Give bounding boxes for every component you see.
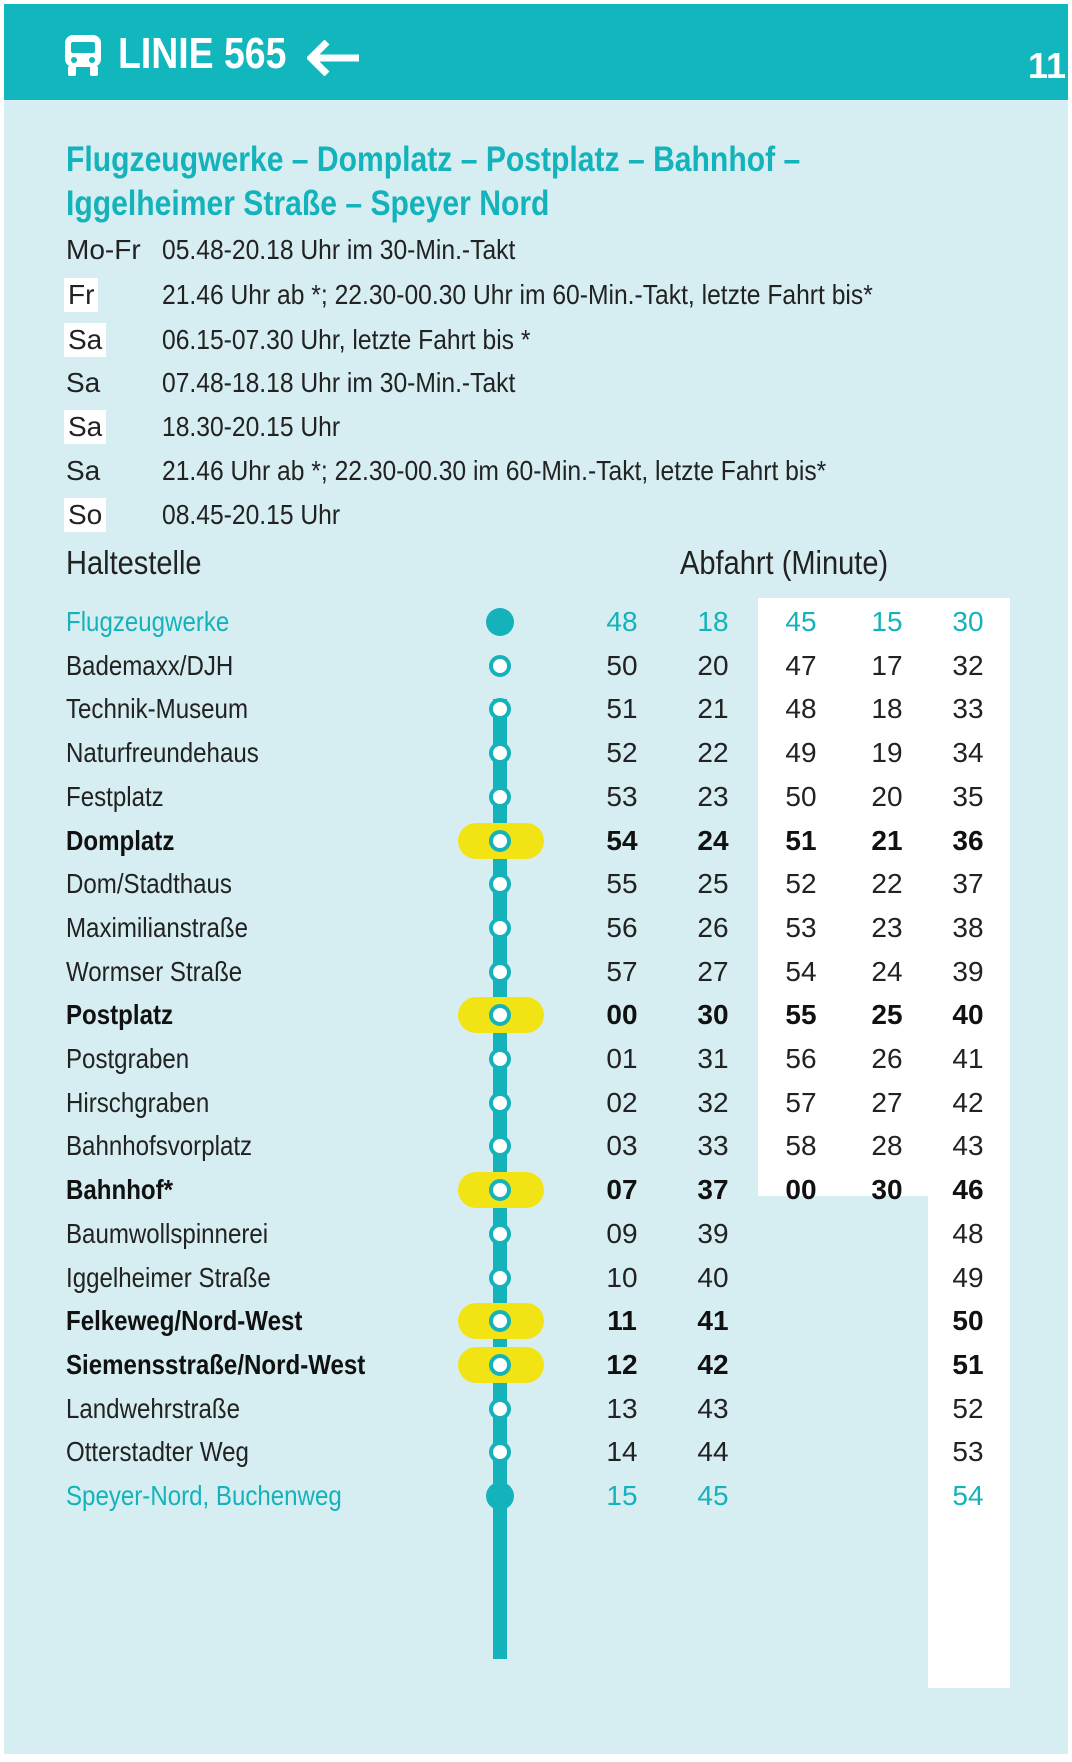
stop-name: Iggelheimer Straße: [66, 1261, 271, 1293]
departure-minute: 54: [785, 955, 817, 987]
departure-minute: 32: [697, 1086, 729, 1118]
departure-minute: 48: [952, 1217, 984, 1249]
departure-minute: 28: [871, 1130, 903, 1162]
route-description: [66, 138, 857, 226]
departure-minute: 27: [697, 955, 729, 987]
stop-name: Festplatz: [66, 780, 164, 812]
schedule-day: Fr: [64, 278, 98, 312]
stop-name: Postgraben: [66, 1043, 190, 1074]
schedule-row: [4, 363, 1068, 403]
departure-minute: 02: [606, 1086, 638, 1118]
stop-name: Siemensstraße/Nord-West: [66, 1348, 366, 1380]
schedule-row: [4, 275, 1068, 315]
stop-marker: [489, 1354, 511, 1376]
stop-marker: [489, 698, 511, 720]
terminal-stop-marker: [486, 608, 514, 636]
departure-minute: 37: [697, 1174, 729, 1206]
departure-minute: 12: [606, 1348, 638, 1380]
departure-minute: 03: [606, 1130, 638, 1162]
departure-minute: 45: [785, 606, 817, 637]
departure-minute: 30: [952, 606, 984, 637]
page-number: 11: [1027, 45, 1066, 86]
departure-minute: 20: [697, 649, 729, 681]
departure-minute: 57: [785, 1086, 817, 1118]
stop-column-header: Haltestelle: [66, 544, 202, 581]
schedule-day: Sa: [64, 410, 106, 444]
departure-minute: 10: [606, 1261, 638, 1293]
stop-marker: [489, 961, 511, 983]
schedule-day: Sa: [66, 367, 101, 398]
departure-minute: 48: [785, 693, 817, 725]
departure-minute: 37: [952, 868, 984, 900]
stop-name: Flugzeugwerke: [66, 606, 230, 637]
schedule-day: Sa: [64, 323, 106, 357]
departure-minute: 26: [871, 1043, 903, 1074]
departure-minute: 51: [785, 824, 817, 856]
stop-marker: [489, 1179, 511, 1201]
stop-name: Baumwollspinnerei: [66, 1217, 269, 1249]
stop-marker: [489, 873, 511, 895]
header-bar: [4, 4, 1068, 100]
departure-minute: 55: [606, 868, 638, 900]
stop-name: Bahnhofsvorplatz: [66, 1130, 253, 1162]
departure-minute: 41: [952, 1043, 984, 1074]
departure-minute: 11: [607, 1305, 637, 1337]
departure-minute: 20: [871, 780, 903, 812]
stop-marker: [489, 655, 511, 677]
line-title: LINIE 565: [118, 29, 287, 78]
departure-minute: 52: [952, 1392, 984, 1424]
departure-minute: 19: [871, 737, 903, 769]
departure-minute: 14: [606, 1436, 638, 1468]
stop-name: Speyer-Nord, Buchenweg: [66, 1480, 342, 1511]
departure-minute: 18: [871, 693, 903, 725]
stop-marker: [489, 1135, 511, 1157]
schedule-text: 08.45-20.15 Uhr: [162, 499, 341, 530]
departure-minute: 32: [952, 649, 984, 681]
arrow-left-icon: [307, 40, 361, 76]
stop-name: Bahnhof*: [66, 1174, 174, 1206]
departure-minute: 34: [952, 737, 984, 769]
departure-minute: 43: [697, 1392, 729, 1424]
departure-minute: 50: [785, 780, 817, 812]
departure-minute: 50: [606, 649, 638, 681]
stop-name: Felkeweg/Nord-West: [66, 1305, 303, 1337]
departure-minute: 49: [785, 737, 817, 769]
stop-name: Naturfreundehaus: [66, 737, 259, 769]
departure-minute: 30: [697, 999, 729, 1031]
stop-marker: [489, 786, 511, 808]
departure-minute: 53: [606, 780, 638, 812]
departure-minute: 39: [697, 1217, 729, 1249]
departure-minute: 24: [697, 824, 729, 856]
departure-minute: 01: [606, 1043, 638, 1074]
departure-minute: 07: [606, 1174, 638, 1206]
departure-minute: 36: [952, 824, 984, 856]
stop-marker: [489, 1223, 511, 1245]
schedule-text: 21.46 Uhr ab *; 22.30-00.30 Uhr im 60-Min.-Takt, letzte Fahrt bis*: [162, 279, 873, 310]
departure-minute: 53: [952, 1436, 984, 1468]
departure-minute: 30: [871, 1174, 903, 1206]
departure-minute: 44: [697, 1436, 729, 1468]
stop-marker: [489, 742, 511, 764]
departure-minute: 52: [606, 737, 638, 769]
departure-minute: 26: [697, 911, 729, 943]
departure-minute: 40: [952, 999, 984, 1031]
departure-minute: 47: [785, 649, 817, 681]
departure-minute: 24: [871, 955, 903, 987]
departure-minute: 21: [871, 824, 903, 856]
departure-minute: 54: [952, 1480, 984, 1511]
schedule-text: 05.48-20.18 Uhr im 30-Min.-Takt: [162, 234, 516, 265]
stop-marker: [489, 1441, 511, 1463]
departure-column-header: Abfahrt (Minute): [680, 544, 889, 581]
departure-minute: 33: [697, 1130, 729, 1162]
departure-minute: 56: [785, 1043, 817, 1074]
departure-minute: 09: [606, 1217, 638, 1249]
departure-minute: 23: [871, 911, 903, 943]
schedule-day: Mo-Fr: [66, 234, 141, 265]
departure-minute: 56: [606, 911, 638, 943]
stop-name: Wormser Straße: [66, 955, 243, 987]
schedule-row: [4, 495, 1068, 535]
timetable-page: [4, 4, 1068, 1754]
schedule-text: 18.30-20.15 Uhr: [162, 411, 341, 442]
schedule-text: 21.46 Uhr ab *; 22.30-00.30 im 60-Min.-Takt, letzte Fahrt bis*: [162, 455, 827, 486]
stop-name: Landwehrstraße: [66, 1392, 241, 1424]
departure-minute: 15: [606, 1480, 638, 1511]
departure-minute: 13: [606, 1392, 638, 1424]
stop-name: Postplatz: [66, 999, 174, 1031]
departure-minute: 31: [697, 1043, 729, 1074]
route-line-2: Iggelheimer Straße – Speyer Nord: [66, 184, 550, 223]
departure-minute: 23: [697, 780, 729, 812]
departure-minute: 51: [606, 693, 638, 725]
schedule-text: 07.48-18.18 Uhr im 30-Min.-Takt: [162, 367, 516, 398]
departure-minute: 25: [697, 868, 729, 900]
departure-minute: 22: [871, 868, 903, 900]
stop-marker: [489, 1092, 511, 1114]
departure-minute: 45: [697, 1480, 729, 1511]
stop-marker: [489, 1048, 511, 1070]
schedule-row: [4, 451, 1068, 491]
departure-minute: 42: [952, 1086, 984, 1118]
stop-marker: [489, 830, 511, 852]
schedule-text: 06.15-07.30 Uhr, letzte Fahrt bis *: [162, 324, 531, 355]
departure-minute: 48: [606, 606, 638, 637]
departure-minute: 33: [952, 693, 984, 725]
departure-minute: 54: [606, 824, 638, 856]
bus-icon: [62, 33, 104, 77]
departure-minute: 38: [952, 911, 984, 943]
departure-minute: 00: [606, 999, 638, 1031]
terminal-stop-marker: [486, 1482, 514, 1510]
stop-marker: [489, 1267, 511, 1289]
departure-minute: 55: [785, 999, 817, 1031]
departure-minute: 50: [952, 1305, 984, 1337]
departure-minute: 25: [871, 999, 903, 1031]
departure-minute: 35: [952, 780, 984, 812]
schedule-row: [4, 320, 1068, 360]
schedule-row: [4, 230, 1068, 270]
departure-minute: 22: [697, 737, 729, 769]
stop-name: Dom/Stadthaus: [66, 868, 232, 900]
departure-minute: 15: [871, 606, 903, 637]
departure-minute: 40: [697, 1261, 729, 1293]
departure-minute: 41: [697, 1305, 729, 1337]
route-line-1: Flugzeugwerke – Domplatz – Postplatz – Bahnhof –: [66, 140, 801, 179]
departure-minute: 00: [785, 1174, 817, 1206]
stop-marker: [489, 917, 511, 939]
departure-minute: 53: [785, 911, 817, 943]
departure-minute: 52: [785, 868, 817, 900]
departure-minute: 49: [952, 1261, 984, 1293]
schedule-row: [4, 407, 1068, 447]
stop-marker: [489, 1398, 511, 1420]
departure-minute: 21: [697, 693, 729, 725]
stop-name: Hirschgraben: [66, 1086, 210, 1118]
departure-minute: 51: [952, 1348, 984, 1380]
departure-minute: 57: [606, 955, 638, 987]
departure-minute: 42: [697, 1348, 729, 1380]
departure-minute: 58: [785, 1130, 817, 1162]
stop-name: Bademaxx/DJH: [66, 649, 234, 681]
stop-name: Domplatz: [66, 824, 175, 856]
departure-minute: 43: [952, 1130, 984, 1162]
stop-name: Technik-Museum: [66, 693, 249, 725]
departure-minute: 27: [871, 1086, 903, 1118]
departure-minute: 46: [952, 1174, 984, 1206]
schedule-day: So: [64, 498, 106, 532]
stop-name: Otterstadter Weg: [66, 1436, 249, 1468]
stop-name: Maximilianstraße: [66, 911, 248, 943]
departure-minute: 17: [871, 649, 903, 681]
schedule-day: Sa: [66, 455, 101, 486]
departure-minute: 39: [952, 955, 984, 987]
departure-minute: 18: [697, 606, 729, 637]
